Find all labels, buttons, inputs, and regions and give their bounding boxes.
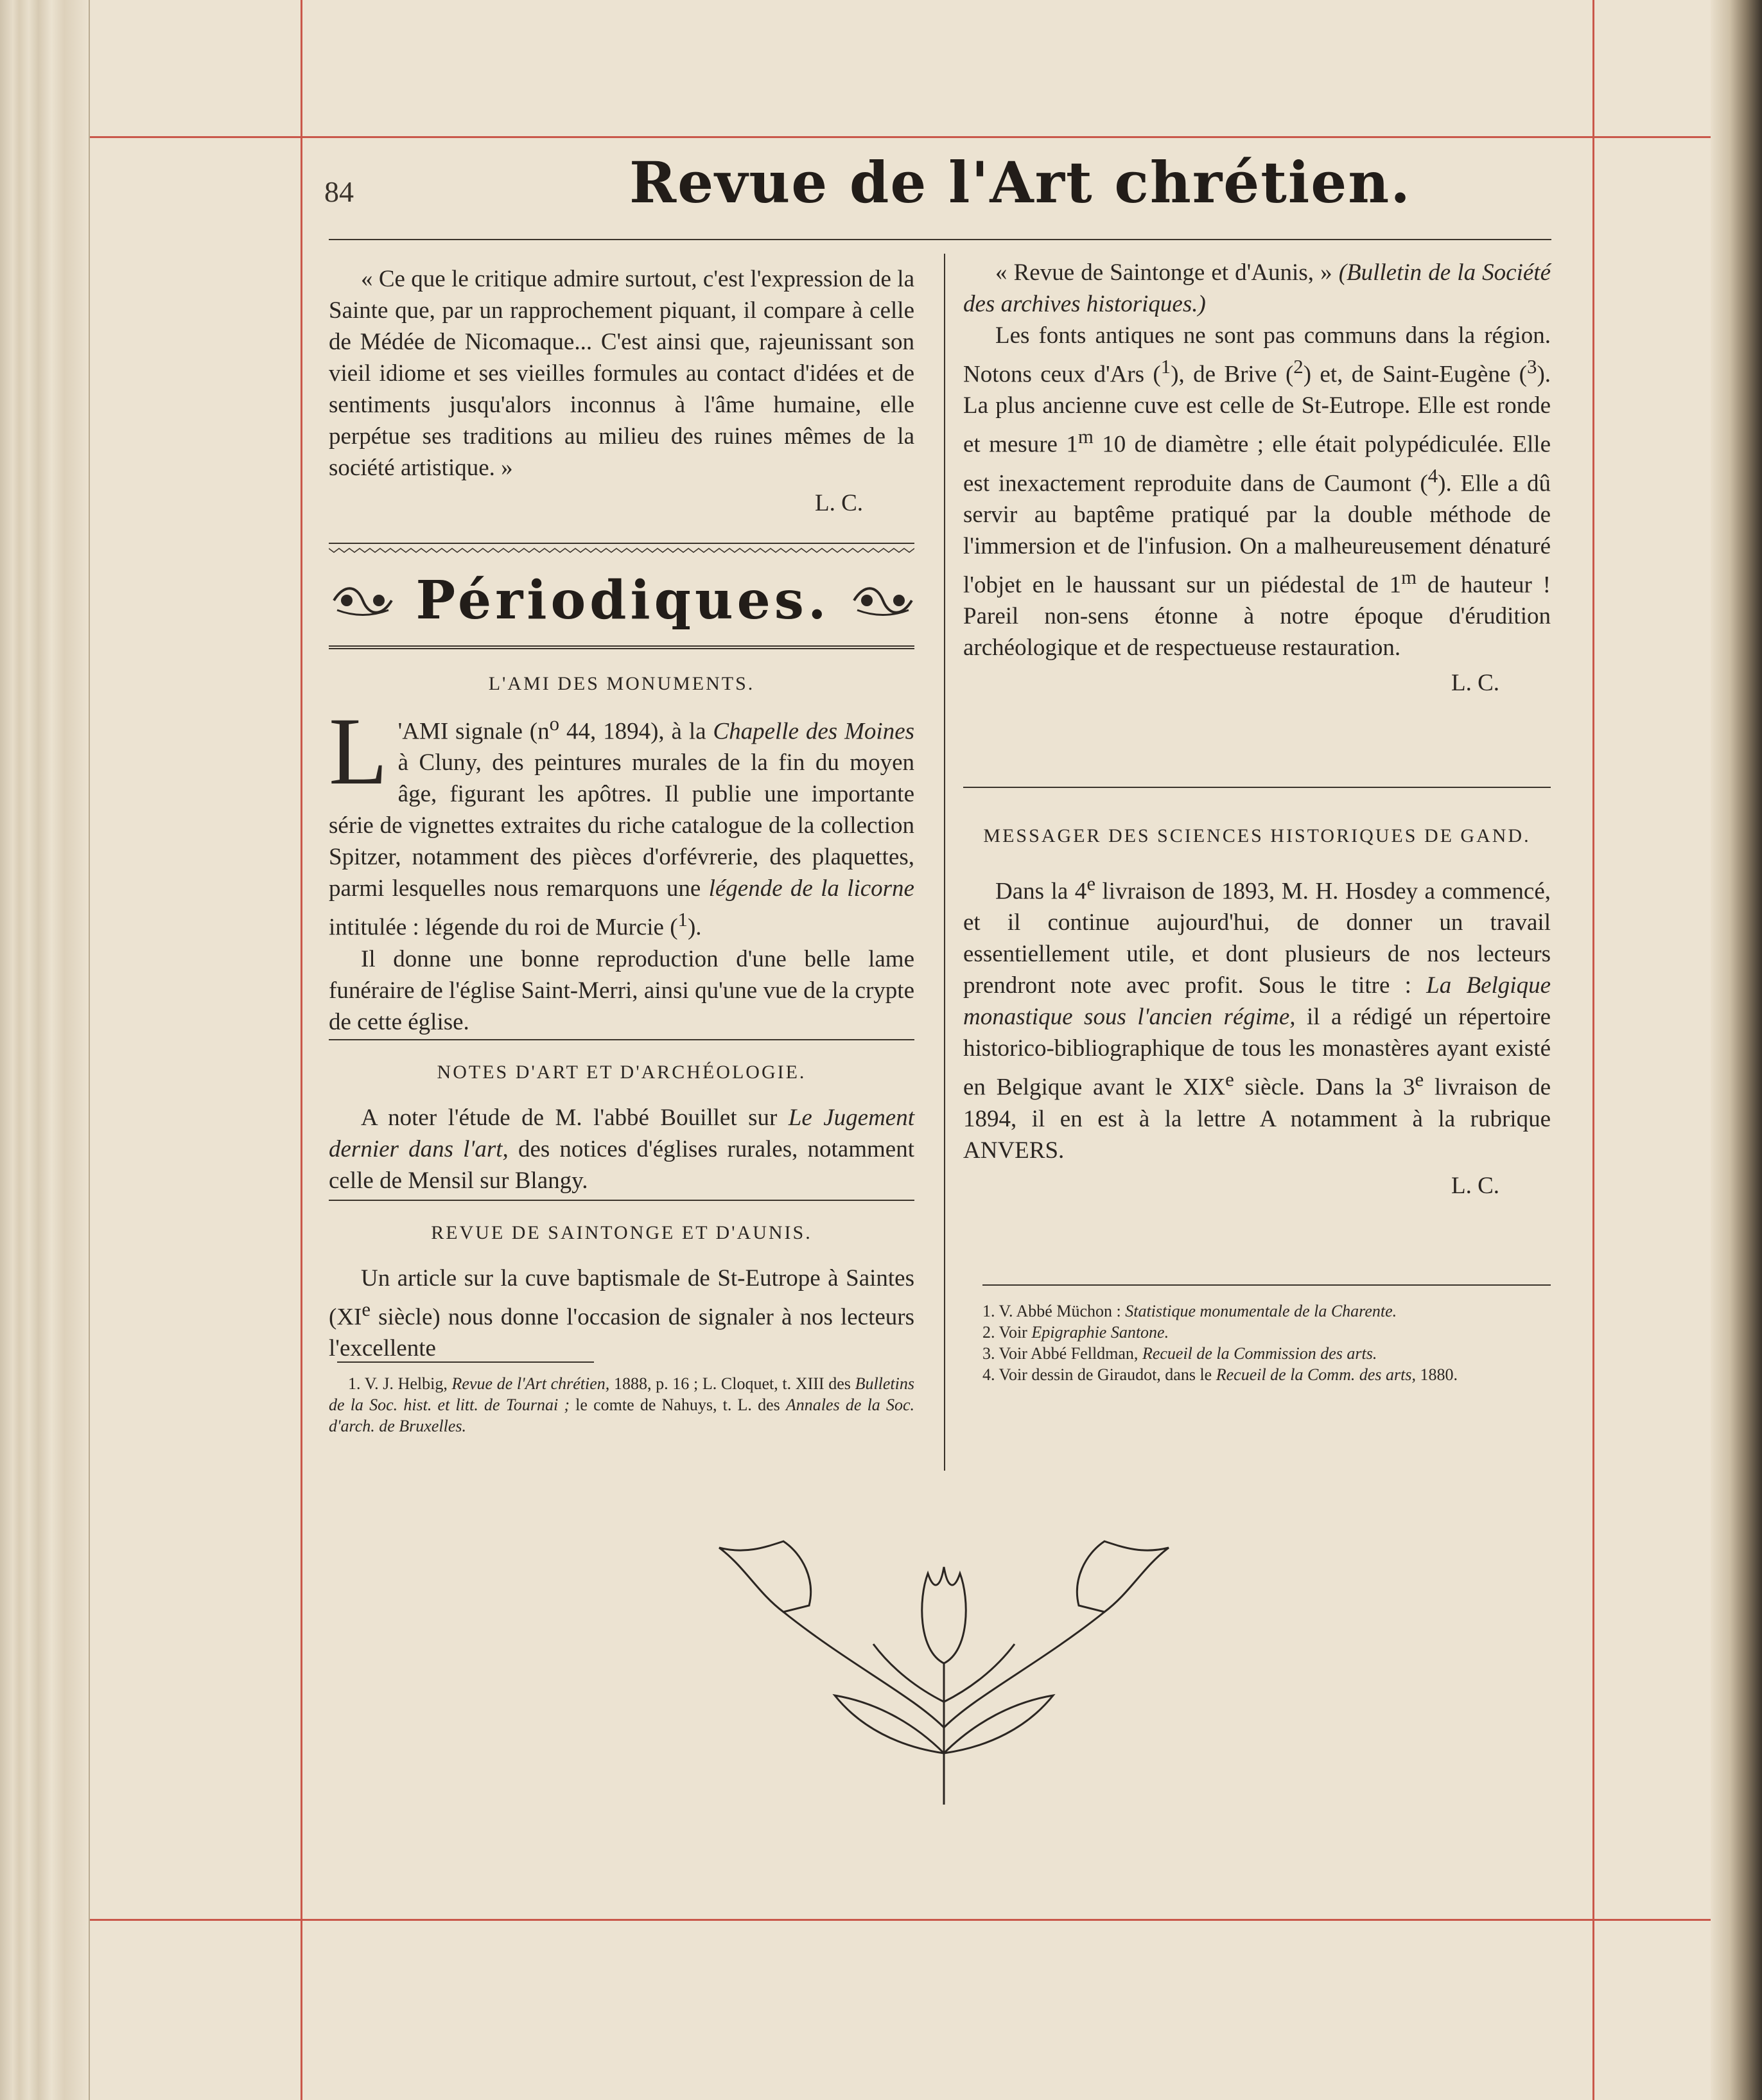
section-rule-2	[329, 1200, 914, 1201]
chapelle-title: Chapelle des Moines	[713, 718, 915, 745]
section-rule-1	[329, 1039, 914, 1040]
quote-signature: L. C.	[814, 490, 863, 516]
left-quote	[329, 263, 914, 519]
footnote-left: 1. V. J. Helbig, Revue de l'Art chrétien, 1888, p. 16 ; L. Cloquet, t. XIII des Bulletins de la Soc. hist. et litt. de Tournai ; le comte de Nahuys, t. L. des Annales de la Soc. d'arch. de Bruxelles.	[329, 1374, 915, 1435]
running-title: Revue de l'Art chrétien.	[629, 149, 1411, 216]
footnotes-right: 1. V. Abbé Müchon : Statistique monumentale de la Charente. 2. Voir Epigraphie Santone. 3. Voir Abbé Felldman, Recueil de la Commission des arts. 4. Voir dessin de Giraudot, dans le Recueil de la Comm. des arts, 1880.	[982, 1302, 1458, 1384]
column-divider	[944, 254, 945, 1471]
section-title: NOTES D'ART ET D'ARCHÉOLOGIE.	[437, 1062, 807, 1083]
signature: L. C.	[1451, 670, 1499, 697]
red-frame-right	[1592, 0, 1594, 2100]
footnote-rule-right	[982, 1284, 1551, 1286]
periodiques-double-rule	[329, 645, 914, 649]
section-revue-de-saintonge: REVUE DE SAINTONGE ET D'AUNIS. Un article sur la cuve baptismale de St-Eutrope à Saintes (XIe siècle) nous donne l'occasion de signaler à nos lecteurs l'excellente	[329, 1217, 914, 1364]
header-rule	[329, 239, 1551, 240]
section1-paragraph-2: Il donne une bonne reproduction d'une belle lame funéraire de l'église Saint-Merri, ainsi qu'une vue de la crypte de cette église.	[329, 945, 914, 1035]
drop-cap: L	[329, 698, 388, 805]
periodiques-heading	[331, 565, 915, 636]
page-number: 84	[324, 175, 354, 208]
zigzag-ornament-rule	[329, 542, 914, 555]
legende-title: légende de la licorne	[708, 875, 914, 902]
section-rule-right	[963, 787, 1551, 788]
section-title: REVUE DE SAINTONGE ET D'AUNIS.	[431, 1222, 812, 1243]
footnote-rule-left	[337, 1361, 594, 1363]
quote-paragraph: « Ce que le critique admire surtout, c'est l'expression de la Sainte que, par un rapprochement piquant, il compare à celle de Médée de Nicomaque... C'est ainsi que, rajeunissant son vieil idiome et ses vieilles formules au contact d'idées et de sentiments jusqu'alors inconnus à l'âme humaine, elle perpétue ses traditions au milieu des ruines mêmes de la société artistique. »	[329, 266, 914, 481]
periodiques-title: Périodiques.	[415, 570, 830, 631]
book-page-edges	[0, 0, 90, 2100]
section-title: L'AMI DES MONUMENTS.	[488, 673, 755, 694]
section-messager: MESSAGER DES SCIENCES HISTORIQUES DE GAND. Dans la 4e livraison de 1893, M. H. Hosdey a commencé, et il continue aujourd'hui, de donner un travail essentiellement utile, et dont plusieurs de nos lecteurs prendront note avec profit. Sous le titre : La Belgique monastique sous l'ancien régime, il a rédigé un répertoire historico-bibliographique de tous les monastères ayant existé en Belgique avant le XIXe siècle. Dans la 3e livraison de 1894, il en est à la lettre A notamment à la rubrique ANVERS. L. C.	[963, 822, 1551, 1202]
red-frame-bottom	[90, 1919, 1711, 1921]
right-column-top: « Revue de Saintonge et d'Aunis, » (Bulletin de la Société des archives historiques.) Les fonts antiques ne sont pas communs dans la région. Notons ceux d'Ars ($^1$), de Brive ($^2$) et, de Saint-Eugène ($^3$). La plus ancienne cuve est celle de St-Eutrope. Elle est ronde et mesure 1$^m$ 10 de diamètre ; elle était polypédiculée. Elle est inexactement reproduite dans de Caumont ($^4$). Elle a dû servir au baptême pratiqué par la double méthode de l'immersion et de l'infusion. On a malheureusement dénaturé l'objet en le haussant sur un piédestal de 1$^m$ de hauteur ! Pareil non-sens étonne à notre époque d'érudition archéologique et de respectueuse restauration. L. C.	[963, 257, 1551, 699]
left-fleuron-icon	[331, 581, 395, 620]
book-gutter	[1711, 0, 1762, 2100]
section-ami-des-monuments: L'AMI DES MONUMENTS. L 'AMI signale ($n^o$ 44, 1894), à la Chapelle des Moines à Cluny, des peintures murales de la fin du moyen âge, figurant les apôtres. Il publie une importante série de vignettes extraites du riche catalogue de la collection Spitzer, notamment des pièces d'orfévrerie, des plaquettes, parmi lesquelles nous remarquons une légende de la licorne intitulée : légende du roi de Murcie ($^1$). Il donne une bonne reproduction d'une belle lame funéraire de l'église Saint-Merri, ainsi qu'une vue de la crypte de cette église.	[329, 668, 914, 1038]
right-fleuron-icon	[851, 581, 915, 620]
red-frame-left	[301, 0, 302, 2100]
section-notes-d-art: NOTES D'ART ET D'ARCHÉOLOGIE. A noter l'étude de M. l'abbé Bouillet sur Le Jugement dernier dans l'art, des notices d'églises rurales, notamment celle de Mensil sur Blangy.	[329, 1056, 914, 1196]
red-frame-top	[90, 136, 1711, 138]
tulip-ornament-icon	[706, 1535, 1182, 1805]
section-title: MESSAGER DES SCIENCES HISTORIQUES DE GAND.	[983, 825, 1531, 846]
signature: L. C.	[1451, 1172, 1499, 1199]
